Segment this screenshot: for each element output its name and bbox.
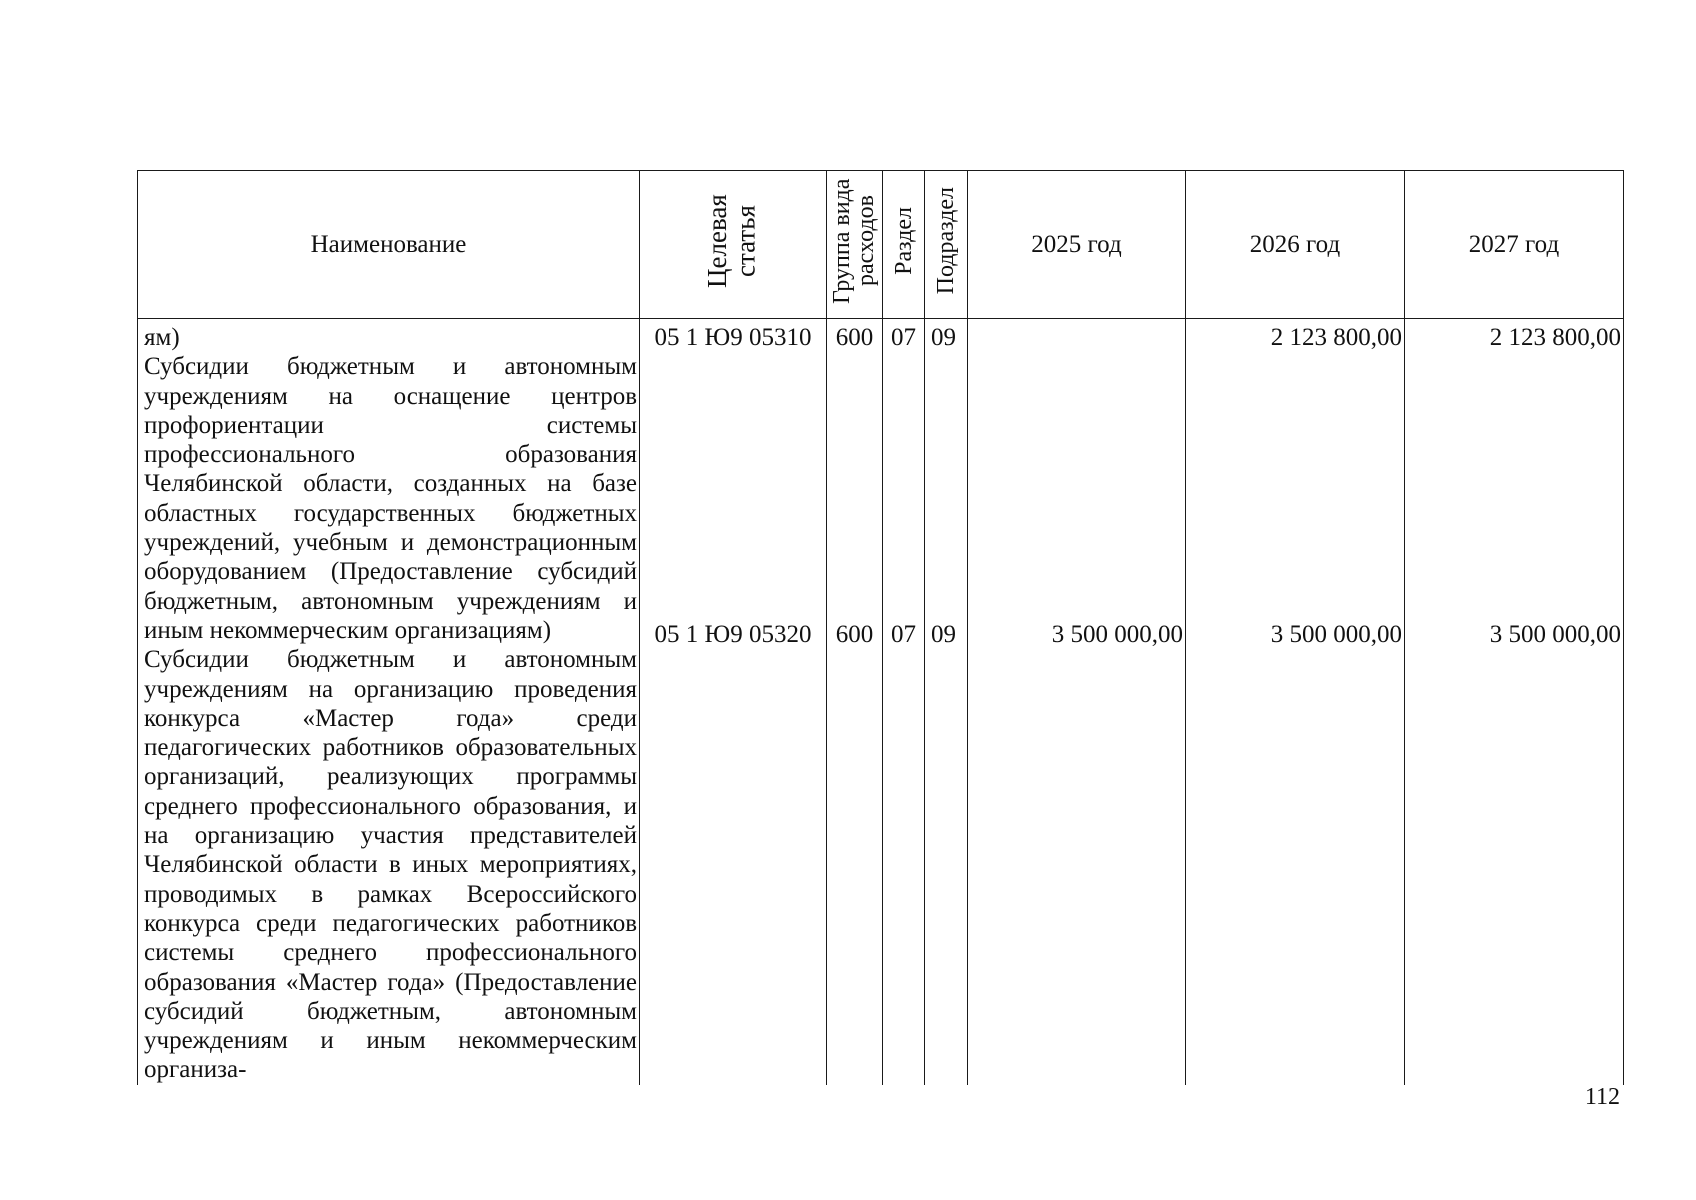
header-expense-group bbox=[827, 171, 883, 319]
header-year-2025 bbox=[968, 171, 1186, 319]
year-2026-cell bbox=[1186, 319, 1405, 1085]
header-year-2027 bbox=[1405, 171, 1624, 319]
header-year-2026-label: 2026 год bbox=[1249, 230, 1341, 258]
section-value: 07 bbox=[891, 324, 916, 351]
year-2025-value: 3 500 000,00 bbox=[1051, 621, 1183, 648]
page-number: 112 bbox=[1584, 1084, 1620, 1110]
expense-group-cell bbox=[827, 319, 883, 1085]
year-2027-value: 3 500 000,00 bbox=[1489, 621, 1621, 648]
name-text bbox=[144, 323, 637, 1085]
subsection-value: 09 bbox=[931, 621, 956, 648]
header-target-article-label: Целевая статья bbox=[702, 194, 761, 288]
year-2027-cell bbox=[1405, 319, 1624, 1085]
header-section bbox=[883, 171, 925, 319]
subsection-value: 09 bbox=[931, 324, 956, 351]
name-fragment-2: Субсидии бюджетным и автономным учреждениям на организацию проведения конкурса «Мастер года» среди педагогических работников образовательных организаций, реализующих программы среднего профессионального образования, и на организацию участия представителей Челябинской области в иных мероприятиях, проводимых в рамках Всероссийского конкурса среди педагогических работников системы среднего профессионального образования «Мастер года» (Предоставление субсидий бюджетным, автономным учреждениям и иным некоммерческим организа- bbox=[144, 646, 637, 1084]
expense-group-value: 600 bbox=[835, 621, 874, 648]
year-2026-value: 2 123 800,00 bbox=[1270, 324, 1402, 351]
table-body-row bbox=[138, 319, 1624, 1085]
target-article-value: 05 1 Ю9 05320 bbox=[654, 621, 812, 648]
header-section-label: Раздел bbox=[890, 207, 917, 275]
header-name bbox=[138, 171, 640, 319]
header-year-2026 bbox=[1186, 171, 1405, 319]
table-header-row bbox=[138, 171, 1624, 319]
name-fragment-1: Субсидии бюджетным и автономным учреждениям на оснащение центров профориентации системы профессионального образования Челябинской области, созданных на базе областных государственных бюджетных учреждений, учебным и демонстрационным оборудованием (Предоставление субсидий бюджетным, автономным учреждениям и иным некоммерческим организациям) bbox=[144, 353, 637, 644]
name-fragment-continued: ям) bbox=[144, 324, 180, 351]
header-year-2025-label: 2025 год bbox=[1031, 230, 1122, 258]
year-2027-value: 2 123 800,00 bbox=[1489, 324, 1621, 351]
year-2026-value: 3 500 000,00 bbox=[1270, 621, 1402, 648]
header-year-2027-label: 2027 год bbox=[1468, 230, 1560, 258]
section-value: 07 bbox=[891, 621, 916, 648]
target-article-cell bbox=[640, 319, 827, 1085]
name-cell bbox=[138, 319, 640, 1085]
target-article-value: 05 1 Ю9 05310 bbox=[654, 324, 812, 351]
budget-table bbox=[137, 170, 1624, 1085]
header-subsection bbox=[925, 171, 968, 319]
subsection-cell bbox=[925, 319, 968, 1085]
header-target-article bbox=[640, 171, 827, 319]
year-2025-cell bbox=[968, 319, 1186, 1085]
section-cell bbox=[883, 319, 925, 1085]
header-expense-group-label: Группа вида расходов bbox=[828, 178, 879, 304]
header-name-label: Наименование bbox=[310, 230, 467, 258]
header-subsection-label: Подраздел bbox=[933, 187, 959, 295]
expense-group-value: 600 bbox=[835, 324, 874, 351]
